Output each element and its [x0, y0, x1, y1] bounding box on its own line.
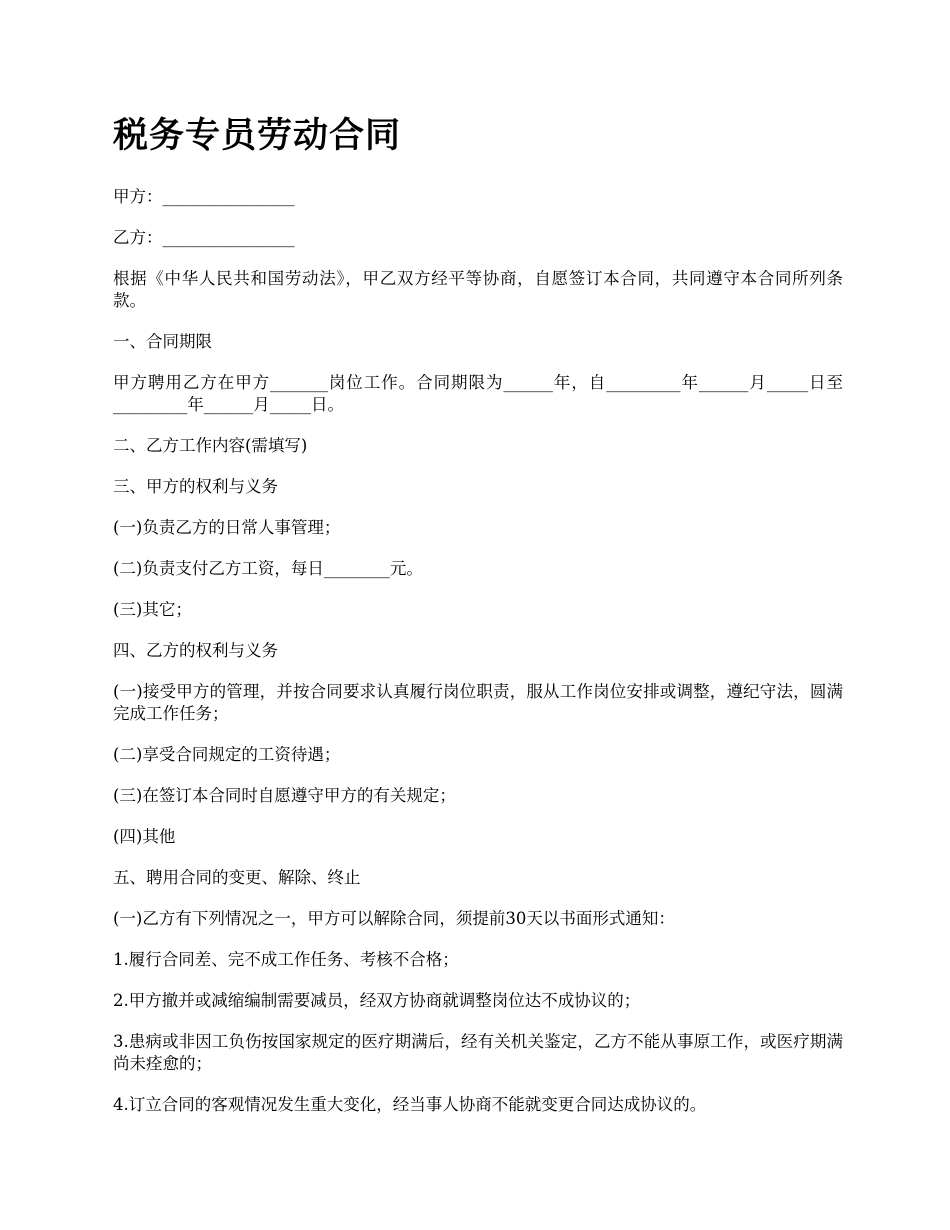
document-body — [113, 112, 843, 1135]
preamble-paragraph: 根据《中华人民共和国劳动法》，甲乙双方经平等协商，自愿签订本合同，共同遵守本合同所列条款。 — [113, 269, 843, 310]
termination-item-1: 1.履行合同差、完不成工作任务、考核不合格； — [113, 950, 459, 969]
party-a-clause-2: (二)负责支付乙方工资，每日________元。 — [113, 559, 423, 578]
termination-clause-intro: (一)乙方有下列情况之一，甲方可以解除合同，须提前30天以书面形式通知： — [113, 909, 675, 928]
party-a-clause-3: (三)其它； — [113, 600, 192, 619]
termination-item-3: 3.患病或非因工负伤按国家规定的医疗期满后，经有关机关鉴定，乙方不能从事原工作，或医疗期满尚未痊愈的； — [113, 1032, 843, 1073]
party-b-line: 乙方：________________ — [113, 228, 295, 247]
party-b-clause-1: (一)接受甲方的管理，并按合同要求认真履行岗位职责，服从工作岗位安排或调整，遵纪守法，圆满完成工作任务； — [113, 682, 843, 723]
party-a-line: 甲方：________________ — [113, 187, 295, 206]
section-heading-term: 一、合同期限 — [113, 332, 212, 351]
termination-item-2: 2.甲方撤并或减缩编制需要减员，经双方协商就调整岗位达不成协议的； — [113, 991, 641, 1010]
party-b-clause-4: (四)其他 — [113, 827, 176, 846]
term-paragraph: 甲方聘用乙方在甲方_______岗位工作。合同期限为______年，自_________年______月_____日至_________年______月_____日。 — [113, 373, 843, 414]
section-heading-termination: 五、聘用合同的变更、解除、终止 — [113, 868, 361, 887]
party-b-clause-3: (三)在签订本合同时自愿遵守甲方的有关规定； — [113, 786, 456, 805]
termination-item-4: 4.订立合同的客观情况发生重大变化，经当事人协商不能就变更合同达成协议的。 — [113, 1095, 707, 1114]
section-heading-party-b-rights: 四、乙方的权利与义务 — [113, 641, 278, 660]
document-title: 税务专员劳动合同 — [113, 116, 402, 156]
party-b-clause-2: (二)享受合同规定的工资待遇； — [113, 745, 341, 764]
section-heading-party-a-rights: 三、甲方的权利与义务 — [113, 477, 278, 496]
section-heading-work-content: 二、乙方工作内容(需填写) — [113, 436, 308, 455]
party-a-clause-1: (一)负责乙方的日常人事管理； — [113, 518, 341, 537]
